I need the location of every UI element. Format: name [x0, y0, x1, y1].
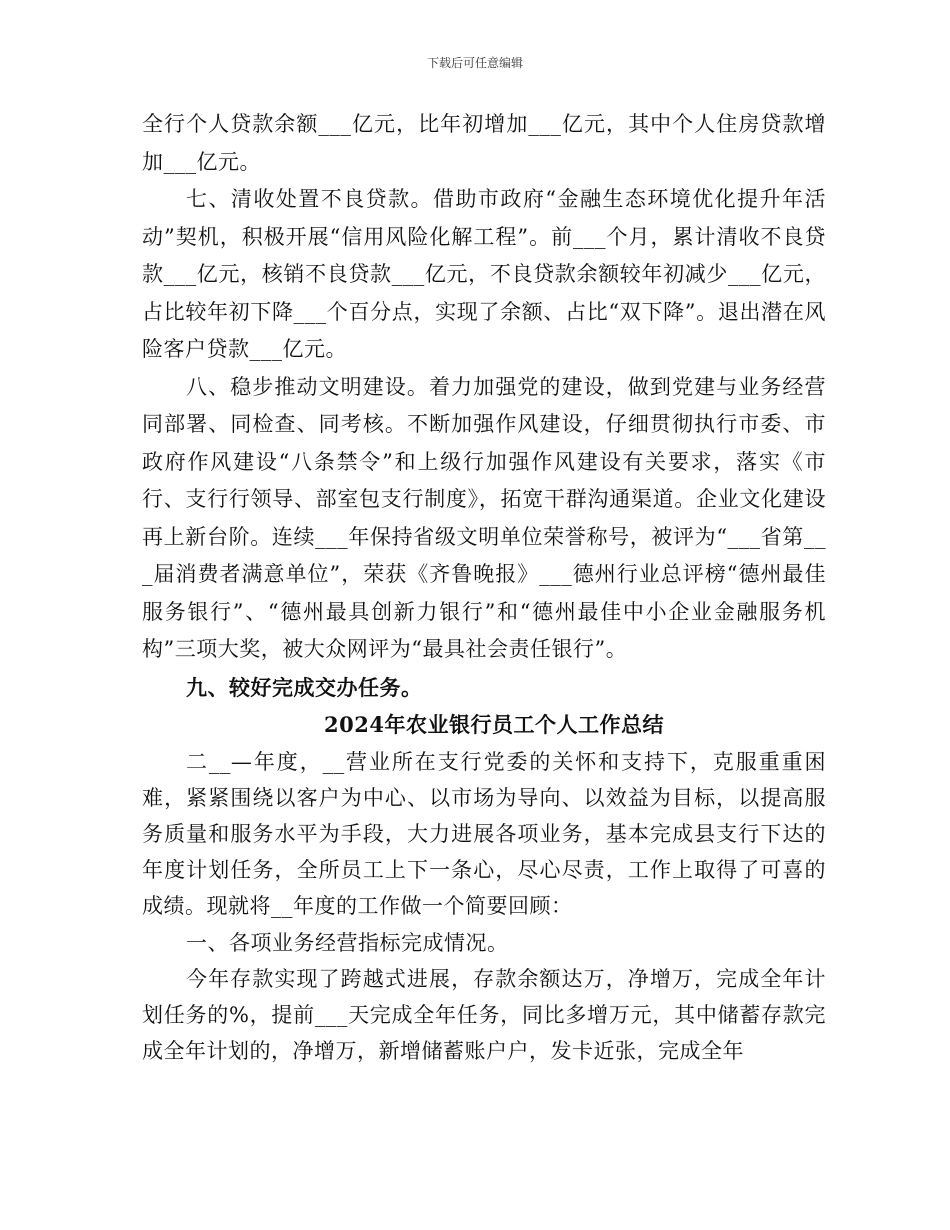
summary-section	[142, 744, 826, 1070]
document-title: 2024年农业银行员工个人工作总结	[324, 712, 664, 737]
heading-nine: 九、较好完成交办任务。	[186, 674, 423, 700]
paragraph-loan-balance: 全行个人贷款余额___亿元，比年初增加___亿元，其中个人住房贷款增加___亿元。	[142, 112, 826, 174]
document-body	[142, 106, 826, 1069]
paragraph-section-one: 一、各项业务经营指标完成情况。	[186, 930, 509, 955]
paragraph-intro: 二__—年度，__营业所在支行党委的关怀和支持下，克服重重困难，紧紧围绕以客户为中心、以市场为导向、以效益为目标，以提高服务质量和服务水平为手段，大力进展各项业务，基本完成县支行下达的年度计划任务，全所员工上下一条心，尽心尽责，工作上取得了可喜的成绩。现就将__年度的工作做一个简要回顾：	[142, 749, 826, 919]
paragraph-bad-loans: 七、清收处置不良贷款。借助市政府“金融生态环境优化提升年活动”契机，积极开展“信用风险化解工程”。前___个月，累计清收不良贷款___亿元，核销不良贷款___亿元，不良贷款余额较年初减少___亿元，占比较年初下降___个百分点，实现了余额、占比“双下降”。退出潜在风险客户贷款___亿元。	[142, 187, 826, 361]
paragraph-civilization: 八、稳步推动文明建设。着力加强党的建设，做到党建与业务经营同部署、同检查、同考核。不断加强作风建设，仔细贯彻执行市委、市政府作风建设“八条禁令”和上级行加强作风建设有关要求，落实《市行、支行行领导、部室包支行制度》，拓宽干群沟通渠道。企业文化建设再上新台阶。连续___年保持省级文明单位荣誉称号，被评为“___省第___届消费者满意单位”，荣获《齐鲁晚报》___德州行业总评榜“德州最佳服务银行”、“德州最具创新力银行”和“德州最佳中小企业金融服务机构”三项大奖，被大众网评为“最具社会责任银行”。	[142, 374, 826, 661]
page-header-note: 下载后可任意编辑	[426, 56, 523, 70]
paragraph-deposits: 今年存款实现了跨越式进展，存款余额达万，净增万，完成全年计划任务的%，提前___天完成全年任务，同比多增万元，其中储蓄存款完成全年计划的，净增万，新增储蓄账户户，发卡近张，完成全年	[142, 966, 826, 1064]
